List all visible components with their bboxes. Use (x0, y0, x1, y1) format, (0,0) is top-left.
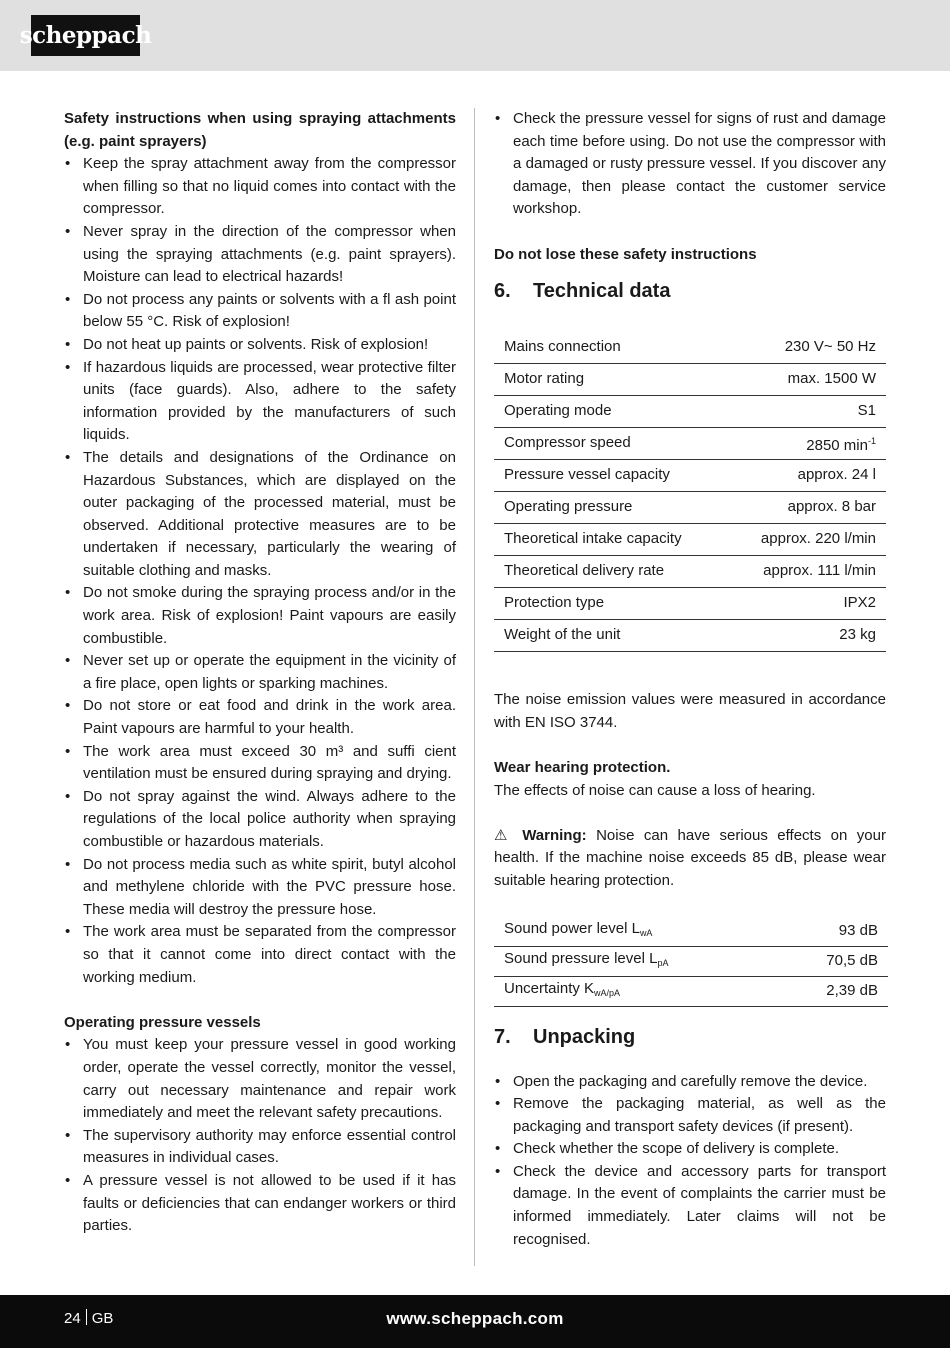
keep-instructions-note: Do not lose these safety instructions (494, 245, 757, 263)
table-row (494, 492, 886, 524)
noise-value: 70,5 dB (778, 946, 888, 976)
noise-value: 93 dB (778, 917, 888, 947)
table-row (494, 620, 886, 652)
vessels-heading: Operating pressure vessels (64, 1013, 261, 1031)
list-item: • Check the device and accessory parts for transport damage. In the event of complaints the carrier must be informed immediately. Later claims will not be recognised. (494, 1161, 886, 1251)
list-item: • Remove the packaging material, as well as the packaging and transport safety devices (if present). (494, 1093, 886, 1138)
footer-bar (0, 1295, 950, 1348)
spec-value: 230 V~ 50 Hz (727, 332, 886, 364)
spec-label: Mains connection (494, 332, 727, 364)
table-row (494, 460, 886, 492)
spec-value (727, 428, 886, 460)
table-row (494, 524, 886, 556)
noise-label-sub: wA/pA (594, 987, 621, 998)
spec-label: Theoretical delivery rate (494, 556, 727, 588)
left-column (64, 108, 456, 1238)
unpacking-list (494, 1071, 886, 1252)
section-title: Technical data (533, 280, 671, 303)
section-title: Unpacking (533, 1025, 636, 1048)
vessel-check-list (494, 108, 886, 221)
table-row (494, 946, 888, 976)
spec-label: Protection type (494, 588, 727, 620)
table-row (494, 976, 888, 1006)
spec-value: approx. 24 l (727, 460, 886, 492)
spec-value: max. 1500 W (727, 364, 886, 396)
noise-label-text: Sound pressure level L (504, 949, 658, 967)
table-row (494, 556, 886, 588)
table-row (494, 428, 886, 460)
list-item: • Never spray in the direction of the compressor when using the spraying attachments (e.g. paint sprayers). Moisture can lead to electrical hazards! (64, 221, 456, 289)
section-number: 7. (494, 1025, 511, 1048)
list-item: • The details and designations of the Ordinance on Hazardous Substances, which are displayed on the outer packaging of the processed material, must be observed. Additional protective measures are to be undertaken if necessary, particularly the wearing of suitable clothing and masks. (64, 447, 456, 583)
noise-label (494, 946, 778, 976)
spec-label: Operating pressure (494, 492, 727, 524)
table-row (494, 588, 886, 620)
list-item: • You must keep your pressure vessel in good working order, operate the vessel correctly, monitor the vessel, carry out necessary maintenance and repair work immediately and meet the relevant safety precautions. (64, 1034, 456, 1124)
right-column (494, 108, 886, 1251)
list-item: • Keep the spray attachment away from the compressor when filling so that no liquid comes into contact with the compressor. (64, 153, 456, 221)
noise-label-sub: wA (639, 927, 653, 938)
noise-label (494, 917, 778, 947)
warning-text: Noise can have serious effects on your health. If the machine noise exceeds 85 dB, please wear suitable hearing protection. (494, 826, 886, 889)
noise-measurement-text: The noise emission values were measured in accordance with EN ISO 3744. (494, 691, 886, 731)
spec-value: approx. 220 l/min (727, 524, 886, 556)
spec-value-exponent: -1 (867, 435, 876, 446)
list-item: • The supervisory authority may enforce essential control measures in individual cases. (64, 1125, 456, 1170)
list-item: • Check whether the scope of delivery is complete. (494, 1138, 886, 1161)
section-6-heading (494, 277, 886, 305)
list-item: • Never set up or operate the equipment in the vicinity of a fire place, open lights or sparking machines. (64, 650, 456, 695)
table-row (494, 364, 886, 396)
spec-label: Motor rating (494, 364, 727, 396)
list-item: • Open the packaging and carefully remove the device. (494, 1071, 886, 1094)
spec-label: Theoretical intake capacity (494, 524, 727, 556)
header-band (0, 0, 950, 71)
warning-icon: ⚠ (494, 826, 513, 844)
list-item: • Do not process any paints or solvents with a fl ash point below 55 °C. Risk of explosion! (64, 289, 456, 334)
list-item: • Do not store or eat food and drink in the work area. Paint vapours are harmful to your health. (64, 695, 456, 740)
vessels-list (64, 1034, 456, 1237)
list-item: • Do not smoke during the spraying process and/or in the work area. Risk of explosion! Paint vapours are easily combustible. (64, 582, 456, 650)
list-item: • The work area must be separated from the compressor so that it cannot come into direct contact with the working medium. (64, 921, 456, 989)
noise-label-text: Sound power level L (504, 919, 640, 937)
technical-data-table (494, 332, 886, 652)
list-item: • Do not process media such as white spirit, butyl alcohol and methylene chloride with the PVC pressure hose. These media will destroy the pressure hose. (64, 854, 456, 922)
hearing-protection-heading: Wear hearing protection. (494, 758, 671, 776)
table-row (494, 917, 888, 947)
spec-label: Operating mode (494, 396, 727, 428)
section-7-heading (494, 1023, 886, 1051)
noise-label (494, 976, 778, 1006)
language-code: GB (91, 1310, 114, 1327)
website-link[interactable]: www.scheppach.com (386, 1309, 564, 1328)
sprayers-list (64, 153, 456, 989)
list-item: • Check the pressure vessel for signs of rust and damage each time before using. Do not use the compressor with a damaged or rusty pressure vessel. If you discover any damage, then please contact the customer service workshop. (494, 108, 886, 221)
warning-paragraph (494, 825, 886, 893)
sprayers-heading: Safety instructions when using spraying attachments (e.g. paint sprayers) (64, 110, 456, 150)
spec-value: 23 kg (727, 620, 886, 652)
spec-value-text: 2850 min (806, 436, 868, 454)
noise-label-text: Uncertainty K (504, 979, 595, 997)
spec-value: approx. 111 l/min (727, 556, 886, 588)
page-number-value: 24 (64, 1310, 81, 1327)
list-item: • A pressure vessel is not allowed to be used if it has faults or deficiencies that can endanger workers or third parties. (64, 1170, 456, 1238)
noise-value: 2,39 dB (778, 976, 888, 1006)
spec-label: Compressor speed (494, 428, 727, 460)
noise-label-sub: pA (657, 957, 669, 968)
noise-values-table (494, 917, 888, 1007)
spec-value: approx. 8 bar (727, 492, 886, 524)
section-number: 6. (494, 280, 511, 303)
list-item: • Do not heat up paints or solvents. Risk of explosion! (64, 334, 456, 357)
list-item: • The work area must exceed 30 m³ and suffi cient ventilation must be ensured during spraying and drying. (64, 741, 456, 786)
column-divider (474, 108, 475, 1266)
spec-label: Weight of the unit (494, 620, 727, 652)
list-item: • If hazardous liquids are processed, wear protective filter units (face guards). Also, adhere to the safety information provided by the manufacturers of such liquids. (64, 357, 456, 447)
table-row (494, 396, 886, 428)
spec-value: S1 (727, 396, 886, 428)
spec-value: IPX2 (727, 588, 886, 620)
table-row (494, 332, 886, 364)
list-item: • Do not spray against the wind. Always adhere to the regulations of the local police authority when spraying combustible or hazardous materials. (64, 786, 456, 854)
warning-label: Warning: (522, 826, 587, 844)
hearing-protection-text: The effects of noise can cause a loss of hearing. (494, 781, 816, 799)
spec-label: Pressure vessel capacity (494, 460, 727, 492)
brand-logo: scheppach (31, 15, 140, 56)
